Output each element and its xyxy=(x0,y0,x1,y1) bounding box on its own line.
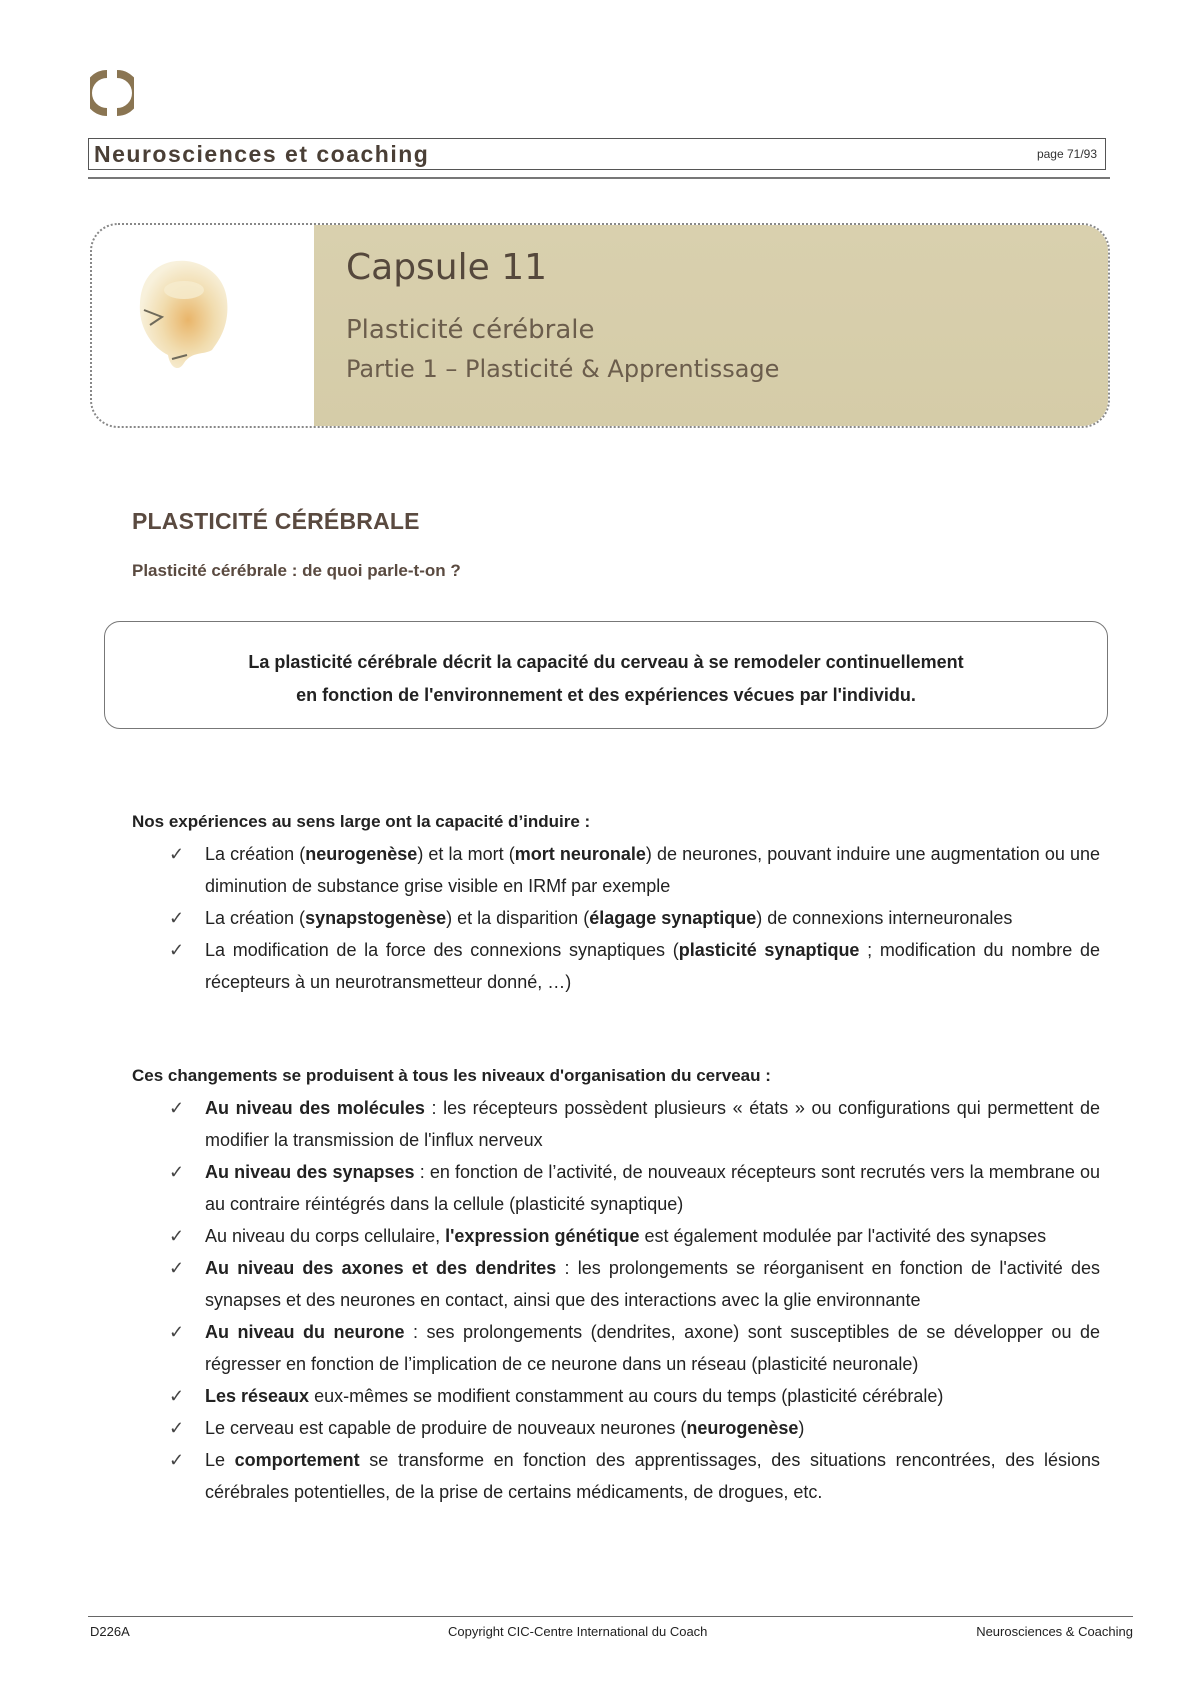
checkmark-icon: ✓ xyxy=(169,1322,185,1342)
definition-box xyxy=(104,621,1108,729)
bold-term: neurogenèse xyxy=(305,844,418,864)
list-item xyxy=(165,1316,1100,1380)
list-text: ) de neurones, pouvant induire une augmentation ou une diminution de substance grise visible en IRMf par exemple xyxy=(205,844,1100,896)
list-item xyxy=(165,1156,1100,1220)
list-item xyxy=(165,902,1100,934)
checkmark-icon: ✓ xyxy=(169,1450,185,1470)
list-text: ) et la disparition ( xyxy=(446,908,590,928)
list-text: : ses prolongements (dendrites, axone) sont susceptibles de se développer ou de régresser en fonction de l’implication de ce neurone dans un réseau (plasticité neuronale) xyxy=(205,1322,1100,1374)
brain-icon xyxy=(132,255,232,375)
bold-term: Au niveau des molécules xyxy=(205,1098,425,1118)
experiences-list xyxy=(165,838,1100,998)
bold-term: comportement xyxy=(234,1450,360,1470)
capsule-part: Partie 1 – Plasticité & Apprentissage xyxy=(346,355,780,383)
list-text: se transforme en fonction des apprentissages, des situations rencontrées, des lésions cérébrales potentielles, de la prise de certains médicaments, de drogues, etc. xyxy=(205,1450,1100,1502)
list-item xyxy=(165,1380,1100,1412)
bracket-circle-logo-icon xyxy=(90,70,134,116)
list-item xyxy=(165,1220,1100,1252)
list-text: est également modulée par l'activité des synapses xyxy=(639,1226,1047,1246)
bold-term: Au niveau du neurone xyxy=(205,1322,405,1342)
checkmark-icon: ✓ xyxy=(169,1226,185,1246)
checkmark-icon: ✓ xyxy=(169,1258,185,1278)
checkmark-icon: ✓ xyxy=(169,1418,185,1438)
changes-heading: Ces changements se produisent à tous les niveaux d'organisation du cerveau : xyxy=(132,1066,771,1085)
capsule-subtitle: Plasticité cérébrale xyxy=(346,315,595,345)
list-text: ; modification du nombre de récepteurs à un neurotransmetteur donné, …) xyxy=(205,940,1100,992)
checkmark-icon: ✓ xyxy=(169,844,185,864)
list-text: ) xyxy=(798,1418,805,1438)
bold-term: Au niveau des synapses xyxy=(205,1162,415,1182)
list-text: eux-mêmes se modifient constamment au cours du temps (plasticité cérébrale) xyxy=(309,1386,944,1406)
list-text: Le xyxy=(205,1450,235,1470)
footer-course-name: Neurosciences & Coaching xyxy=(976,1624,1133,1639)
bold-term: élagage synaptique xyxy=(589,908,757,928)
definition-line-2: en fonction de l'environnement et des expériences vécues par l'individu. xyxy=(296,685,916,705)
list-item xyxy=(165,1252,1100,1316)
page-number: page 71/93 xyxy=(1036,147,1097,161)
document-title: Neurosciences et coaching xyxy=(94,141,430,167)
list-item xyxy=(165,838,1100,902)
list-text: La création ( xyxy=(205,908,306,928)
section-subtitle: Plasticité cérébrale : de quoi parle-t-on ? xyxy=(132,561,461,580)
list-text: Au niveau du corps cellulaire, xyxy=(205,1226,446,1246)
list-text: : les prolongements se réorganisent en fonction de l'activité des synapses et des neurones en contact, ainsi que des interactions avec la glie environnante xyxy=(205,1258,1100,1310)
checkmark-icon: ✓ xyxy=(169,1386,185,1406)
checkmark-icon: ✓ xyxy=(169,908,185,928)
bold-term: mort neuronale xyxy=(514,844,646,864)
footer-copyright: Copyright CIC-Centre International du Coach xyxy=(448,1624,708,1639)
list-item xyxy=(165,1092,1100,1156)
experiences-heading: Nos expériences au sens large ont la capacité d’induire : xyxy=(132,812,591,831)
section-title: PLASTICITÉ CÉRÉBRALE xyxy=(132,508,420,534)
list-text: : en fonction de l’activité, de nouveaux récepteurs sont recrutés vers la membrane ou au contraire réintégrés dans la cellule (plasticité synaptique) xyxy=(205,1162,1100,1214)
bold-term: neurogenèse xyxy=(686,1418,799,1438)
bold-term: Les réseaux xyxy=(205,1386,310,1406)
checkmark-icon: ✓ xyxy=(169,940,185,960)
document-header xyxy=(88,138,1106,170)
list-item xyxy=(165,1444,1100,1508)
bold-term: plasticité synaptique xyxy=(678,940,860,960)
bold-term: synapstogenèse xyxy=(305,908,447,928)
list-text: Le cerveau est capable de produire de nouveaux neurones ( xyxy=(205,1418,687,1438)
list-text: La modification de la force des connexions synaptiques ( xyxy=(205,940,679,960)
header-divider xyxy=(88,177,1110,179)
list-text: La création ( xyxy=(205,844,306,864)
bold-term: l'expression génétique xyxy=(445,1226,640,1246)
changes-list xyxy=(165,1092,1100,1508)
capsule-title: Capsule 11 xyxy=(346,247,548,288)
list-item xyxy=(165,934,1100,998)
list-text: ) de connexions interneuronales xyxy=(756,908,1013,928)
list-text: : les récepteurs possèdent plusieurs « états » ou configurations qui permettent de modifier la transmission de l'influx nerveux xyxy=(205,1098,1101,1150)
checkmark-icon: ✓ xyxy=(169,1098,185,1118)
bold-term: Au niveau des axones et des dendrites xyxy=(205,1258,557,1278)
footer-divider xyxy=(88,1616,1133,1617)
capsule-banner xyxy=(90,223,1110,428)
footer-document-code: D226A xyxy=(90,1624,130,1639)
list-item xyxy=(165,1412,1100,1444)
list-text: ) et la mort ( xyxy=(417,844,515,864)
definition-line-1: La plasticité cérébrale décrit la capacité du cerveau à se remodeler continuellement xyxy=(248,652,964,672)
checkmark-icon: ✓ xyxy=(169,1162,185,1182)
